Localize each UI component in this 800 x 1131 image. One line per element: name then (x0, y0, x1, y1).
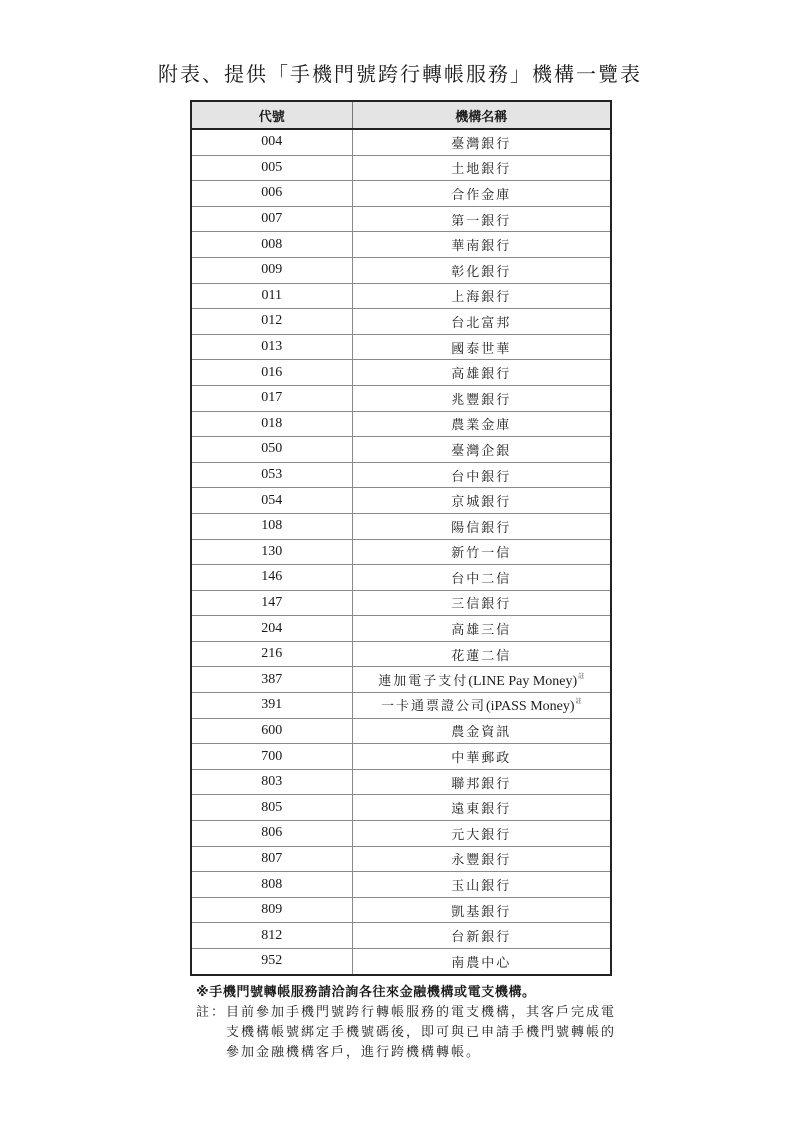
institution-name: 臺灣銀行 (451, 136, 512, 152)
institution-name-cell (352, 846, 611, 872)
institution-code: 216 (191, 641, 352, 667)
table-row (191, 923, 611, 949)
table-row (191, 641, 611, 667)
table-row (191, 821, 611, 847)
table-row (191, 872, 611, 898)
footnote-text: 目前參加手機門號跨行轉帳服務的電支機構，其客戶完成電支機構帳號綁定手機號碼後，即可與已申請手機門號轉帳的參加金融機構客戶，進行跨機構轉帳。 (226, 1005, 617, 1060)
institution-name-cell (352, 462, 611, 488)
institution-name: 台新銀行 (451, 930, 512, 946)
table-row (191, 360, 611, 386)
table-row (191, 283, 611, 309)
table-row (191, 565, 611, 591)
institution-code: 808 (191, 872, 352, 898)
institution-code: 012 (191, 309, 352, 335)
institution-name: 京城銀行 (451, 495, 512, 511)
institution-code: 812 (191, 923, 352, 949)
institution-name-cell (352, 821, 611, 847)
institution-name: 第一銀行 (451, 213, 512, 229)
institution-name-cell (352, 206, 611, 232)
institution-name-cell (352, 232, 611, 258)
institution-name: 凱基銀行 (451, 904, 512, 920)
institution-name-latin: (iPASS Money) (485, 699, 575, 715)
institution-name-cell (352, 129, 611, 155)
table-row (191, 309, 611, 335)
table-row (191, 949, 611, 975)
institution-name: 台中銀行 (451, 469, 512, 485)
institution-name-cell (352, 334, 611, 360)
institution-name-cell (352, 488, 611, 514)
institution-code: 006 (191, 181, 352, 207)
institution-name-cell (352, 257, 611, 283)
institution-name: 國泰世華 (451, 341, 512, 357)
institution-name-cell (352, 513, 611, 539)
institution-name-cell (352, 411, 611, 437)
footnote-label: 註： (196, 1005, 227, 1020)
institution-code: 013 (191, 334, 352, 360)
institution-name: 遠東銀行 (451, 802, 512, 818)
institution-name: 永豐銀行 (451, 853, 512, 869)
institution-name-cell (352, 769, 611, 795)
institution-name-cell (352, 693, 611, 719)
institution-code: 017 (191, 385, 352, 411)
institution-code: 805 (191, 795, 352, 821)
table-row (191, 181, 611, 207)
institution-code: 600 (191, 718, 352, 744)
institution-name: 農業金庫 (451, 418, 512, 434)
institution-code: 009 (191, 257, 352, 283)
institution-name: 臺灣企銀 (451, 443, 512, 459)
institution-code: 005 (191, 155, 352, 181)
table-row (191, 897, 611, 923)
institution-name: 上海銀行 (451, 290, 512, 306)
table-row (191, 744, 611, 770)
institution-code: 204 (191, 616, 352, 642)
table-row (191, 462, 611, 488)
page-title: 附表、提供「手機門號跨行轉帳服務」機構一覽表 (158, 62, 642, 86)
institution-name: 土地銀行 (451, 162, 512, 178)
header-code: 代號 (191, 101, 352, 129)
institution-name-cell (352, 795, 611, 821)
institution-code: 053 (191, 462, 352, 488)
institution-name: 元大銀行 (451, 827, 512, 843)
institution-code: 008 (191, 232, 352, 258)
institution-name: 彰化銀行 (451, 264, 512, 280)
institution-name-cell (352, 181, 611, 207)
table-row (191, 795, 611, 821)
table-body (191, 129, 611, 975)
table-row (191, 539, 611, 565)
table-row (191, 334, 611, 360)
institution-name: 一卡通票證公司 (380, 699, 486, 715)
institution-code: 807 (191, 846, 352, 872)
institution-name-cell (352, 283, 611, 309)
institution-name: 玉山銀行 (451, 879, 512, 895)
institution-name: 農金資訊 (451, 725, 512, 741)
institution-name: 台中二信 (451, 571, 512, 587)
institution-name: 兆豐銀行 (451, 392, 512, 408)
table-row (191, 155, 611, 181)
institution-table (190, 100, 612, 976)
institution-code: 147 (191, 590, 352, 616)
institution-name: 台北富邦 (451, 315, 512, 331)
table-row (191, 385, 611, 411)
table-row (191, 769, 611, 795)
institution-name-cell (352, 590, 611, 616)
header-name: 機構名稱 (352, 101, 611, 129)
institution-code: 806 (191, 821, 352, 847)
table-row (191, 206, 611, 232)
institution-name: 花蓮二信 (451, 648, 512, 664)
institution-name-cell (352, 155, 611, 181)
institution-name: 高雄銀行 (451, 367, 512, 383)
table-row (191, 667, 611, 693)
table-row (191, 411, 611, 437)
institution-name: 新竹一信 (451, 546, 512, 562)
table-row (191, 437, 611, 463)
table-header-row (191, 101, 611, 129)
footnote (196, 1003, 616, 1063)
institution-name-cell (352, 565, 611, 591)
institution-name: 中華郵政 (451, 751, 512, 767)
institution-name-cell (352, 385, 611, 411)
institution-code: 952 (191, 949, 352, 975)
institution-name-cell (352, 949, 611, 975)
institution-name-cell (352, 872, 611, 898)
institution-name: 聯邦銀行 (451, 776, 512, 792)
institution-name-cell (352, 744, 611, 770)
institution-name-cell (352, 616, 611, 642)
institution-name-cell (352, 923, 611, 949)
institution-code: 016 (191, 360, 352, 386)
table-row (191, 616, 611, 642)
institution-name-latin: (LINE Pay Money) (468, 673, 578, 689)
institution-name-cell (352, 897, 611, 923)
footnote-marker: 註 (578, 672, 585, 680)
institution-name-cell (352, 539, 611, 565)
institution-table-container (190, 100, 610, 976)
table-row (191, 590, 611, 616)
institution-code: 054 (191, 488, 352, 514)
institution-code: 050 (191, 437, 352, 463)
table-row (191, 693, 611, 719)
table-row (191, 846, 611, 872)
table-row (191, 488, 611, 514)
institution-name: 陽信銀行 (451, 520, 512, 536)
footnote-marker: 註 (575, 698, 582, 706)
institution-code: 108 (191, 513, 352, 539)
institution-code: 146 (191, 565, 352, 591)
institution-code: 391 (191, 693, 352, 719)
institution-code: 700 (191, 744, 352, 770)
table-row (191, 257, 611, 283)
notes-section (196, 983, 616, 1063)
institution-name-cell (352, 667, 611, 693)
institution-code: 387 (191, 667, 352, 693)
institution-code: 007 (191, 206, 352, 232)
institution-name-cell (352, 437, 611, 463)
institution-code: 018 (191, 411, 352, 437)
institution-name: 連加電子支付 (378, 673, 469, 689)
table-row (191, 232, 611, 258)
institution-name: 三信銀行 (451, 597, 512, 613)
institution-code: 011 (191, 283, 352, 309)
institution-name: 高雄三信 (451, 623, 512, 639)
table-row (191, 718, 611, 744)
table-row (191, 129, 611, 155)
institution-name: 合作金庫 (451, 187, 512, 203)
institution-name-cell (352, 641, 611, 667)
institution-name: 華南銀行 (451, 239, 512, 255)
institution-name-cell (352, 360, 611, 386)
institution-name-cell (352, 718, 611, 744)
institution-name: 南農中心 (451, 955, 512, 971)
contact-notice: ※手機門號轉帳服務請洽詢各往來金融機構或電支機構。 (196, 985, 536, 1000)
table-row (191, 513, 611, 539)
institution-name-cell (352, 309, 611, 335)
institution-code: 004 (191, 129, 352, 155)
institution-code: 809 (191, 897, 352, 923)
institution-code: 130 (191, 539, 352, 565)
institution-code: 803 (191, 769, 352, 795)
